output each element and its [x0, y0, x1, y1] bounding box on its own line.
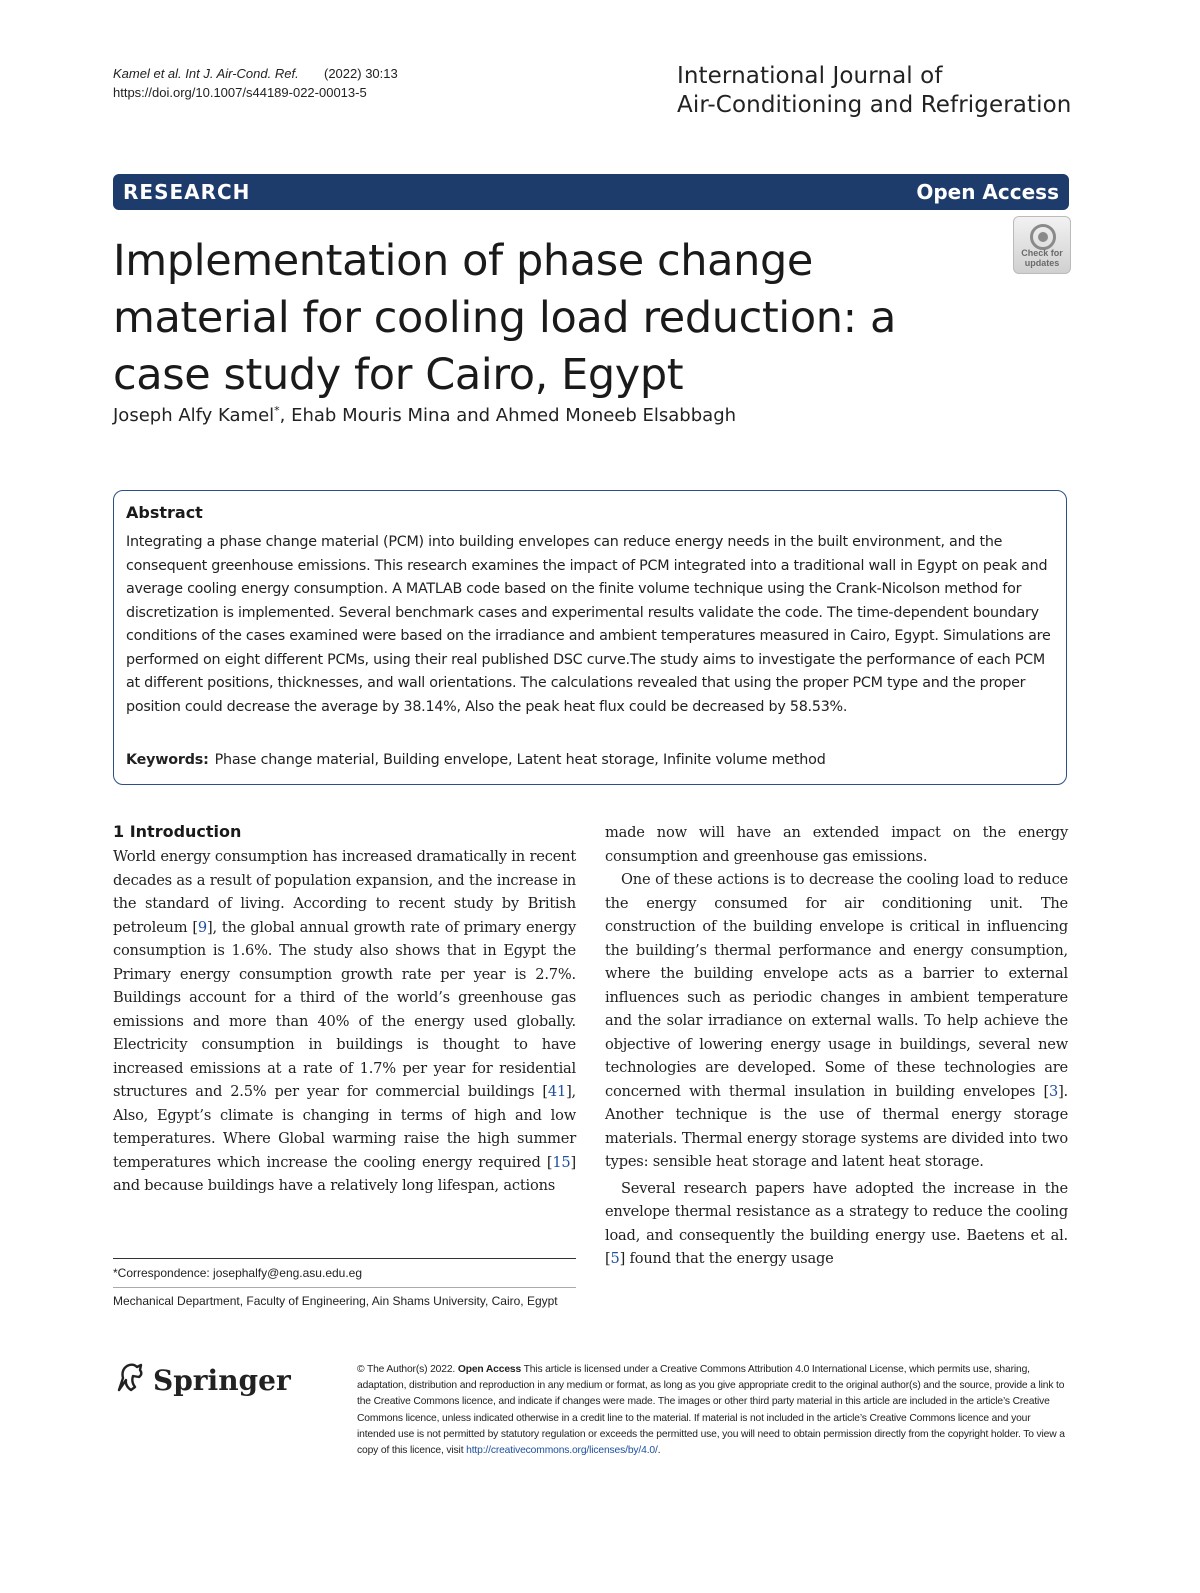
text-run: ], the global annual growth rate of primary energy consumption is 1.6%. The study also shows that in Egypt the Primary energy consumption growth rate per year is 2.7%. Buildings account for a third of the world’s greenhouse gas emissions and more than 40% of the energy used globally. Electricity consumption in buildings is thought to have increased emissions at a rate of 1.7% per year for residential structures and 2.5% per year for commercial buildings [ — [113, 918, 576, 1100]
doi-link[interactable]: https://doi.org/10.1007/s44189-022-00013-5 — [113, 85, 367, 100]
paragraph — [605, 868, 1068, 1174]
license-end: . — [657, 1445, 661, 1457]
text-run: One of these actions is to decrease the cooling load to reduce the energy consumed for air conditioning unit. The construction of the building envelope is critical in influencing the building’s thermal performance and energy consumption, where the building envelope acts as a barrier to external influences such as periodic changes in ambient temperature and the solar irradiance on external walls. To help achieve the objective of lowering energy usage in buildings, several new technologies are developed. Some of these technologies are concerned with thermal insulation in building envelopes [ — [605, 871, 1068, 1100]
footnote-separator — [113, 1287, 576, 1288]
paragraph — [113, 845, 576, 1198]
corresponding-author-mark: * — [274, 404, 280, 417]
citation-year: (2022) 30:13 — [324, 66, 398, 81]
keywords — [126, 752, 1054, 768]
abstract-box — [113, 490, 1067, 785]
correspondence-note: *Correspondence: josephalfy@eng.asu.edu.eg — [113, 1266, 363, 1280]
license-text — [357, 1362, 1069, 1459]
keywords-list: Phase change material, Building envelope, Latent heat storage, Infinite volume method — [214, 752, 826, 768]
text-run: ]. Another technique is the use of thermal energy storage materials. Thermal energy storage systems are divided into two types: sensible heat storage and latent heat storage. — [605, 1082, 1068, 1170]
footnote-rule — [113, 1258, 576, 1259]
reference-link[interactable]: 15 — [552, 1153, 571, 1171]
journal-name-line1: International Journal of — [677, 63, 943, 89]
article-title: Implementation of phase change material for cooling load reduction: a case study for Cairo, Egypt — [113, 236, 896, 400]
reference-link[interactable]: 41 — [547, 1083, 567, 1100]
paragraph: made now will have an extended impact on the energy consumption and greenhouse gas emissions. — [605, 824, 1068, 865]
abstract-text: Integrating a phase change material (PCM) into building envelopes can reduce energy needs in the built environment, and the consequent greenhouse emissions. This research examines the impact of PCM integrated into a traditional wall in Egypt on peak and average cooling energy consumption. A MATLAB code based on the finite volume technique using the Crank-Nicolson method for discretization is implemented. Several benchmark cases and experimental results validate the code. The time-dependent boundary conditions of the cases examined were based on the irradiance and ambient temperatures measured in Cairo, Egypt. Simulations are performed on eight different PCMs, using their real published DSC curve.The study aims to investigate the performance of each PCM at different positions, thicknesses, and wall orientations. The calculations revealed that using the proper PCM type and the proper position could decrease the average by 38.14%, Also the peak heat flux could be decreased by 58.53%. — [126, 534, 1051, 715]
text-run: Several research papers have adopted the increase in the envelope thermal resistance as a strategy to reduce the cooling load, and consequently the building energy use. Baetens et al. [ — [605, 1179, 1068, 1267]
body-column-left — [113, 845, 576, 1198]
check-for-updates-label: Check for updates — [1021, 248, 1063, 268]
text-run: World energy consumption has increased dramatically in recent decades as a result of population expansion, and the increase in the standard of living. According to recent study by British petroleum [ — [113, 848, 576, 936]
paragraph — [605, 1177, 1068, 1271]
affiliation-note: Mechanical Department, Faculty of Engineering, Ain Shams University, Cairo, Egypt — [113, 1294, 558, 1308]
text-run: ] found that the energy usage — [619, 1250, 834, 1267]
reference-link[interactable]: 9 — [197, 918, 207, 936]
open-access-notice: Open Access — [457, 1364, 522, 1375]
journal-name — [677, 62, 1071, 120]
copyright-notice: © The Author(s) 2022. — [357, 1364, 456, 1375]
article-type-label: RESEARCH — [123, 180, 251, 204]
text-run: ] and because buildings have a relatively long lifespan, actions — [113, 1153, 576, 1194]
author-first: Joseph Alfy Kamel — [113, 405, 275, 426]
reference-link[interactable]: 5 — [610, 1250, 620, 1267]
open-access-label: Open Access — [916, 180, 1059, 204]
license-link[interactable]: http://creativecommons.org/licenses/by/4.0/ — [466, 1445, 658, 1457]
publisher-logo — [113, 1360, 291, 1401]
journal-name-line2: Air-Conditioning and Refrigeration — [677, 92, 1072, 118]
abstract-heading: Abstract — [126, 503, 203, 522]
citation-line: Kamel et al. Int J. Air-Cond. Ref. — [113, 66, 299, 81]
crossmark-icon — [1030, 224, 1056, 250]
section-heading-introduction: 1 Introduction — [113, 822, 242, 841]
text-run: ], Also, Egypt’s climate is changing in terms of high and low temperatures. Where Global warming raise the high summer temperatures which increase the cooling energy required [ — [113, 1083, 576, 1171]
author-list — [113, 404, 736, 426]
citation-header — [113, 64, 453, 102]
license-body: This article is licensed under a Creative Commons Attribution 4.0 International License, which permits use, sharing, adaptation, distribution and reproduction in any medium or format, as long as you give appropriate credit to the original author(s) and the source, provide a link to the Creative Commons licence, and indicate if changes were made. The images or other third party material in this article are included in the article’s Creative Commons licence, unless indicated otherwise in a credit line to the material. If material is not included in the article’s Creative Commons licence and your intended use is not permitted by statutory regulation or exceeds the permitted use, you will need to obtain permission directly from the copyright holder. To view a copy of this licence, visit — [357, 1364, 1065, 1457]
publisher-name: Springer — [153, 1364, 291, 1397]
author-rest: , Ehab Mouris Mina and Ahmed Moneeb Elsabbagh — [279, 405, 737, 426]
keywords-label: Keywords: — [126, 752, 209, 768]
body-column-right — [605, 821, 1068, 1271]
springer-horse-icon — [113, 1360, 147, 1401]
article-type-banner — [113, 174, 1069, 210]
check-for-updates-badge[interactable] — [1013, 216, 1071, 274]
reference-link[interactable]: 3 — [1048, 1082, 1059, 1100]
